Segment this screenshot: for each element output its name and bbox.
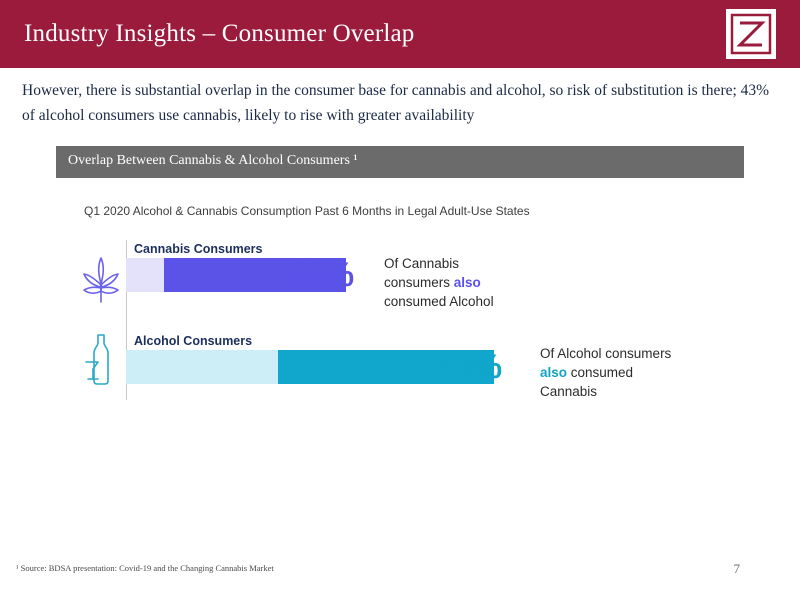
page-number: 7	[733, 561, 740, 576]
cannabis-leaf-icon	[78, 254, 124, 311]
bar-description-alcohol-line2-post: consumed	[567, 365, 634, 380]
slide-subtitle: However, there is substantial overlap in the consumer base for cannabis and alcohol, so risk of substitution is there; 43% of alcohol consumers use cannabis, likely to rise with greater availability	[22, 82, 770, 124]
bar-description-alcohol-line1: Of Alcohol consumers	[540, 346, 672, 361]
bar-description-cannabis-highlight: also	[453, 275, 481, 290]
bar-label-alcohol: Alcohol Consumers	[134, 334, 253, 348]
chart-title: Overlap Between Cannabis & Alcohol Consumers ¹	[68, 153, 358, 168]
bar-description-cannabis-line2-pre: consumers	[384, 275, 454, 290]
bar-description-cannabis	[384, 254, 494, 311]
bar-value-alcohol: 43%	[434, 348, 503, 386]
company-logo	[726, 9, 776, 59]
bar-description-cannabis-line3: consumed Alcohol	[384, 294, 494, 309]
bar-description-alcohol	[540, 344, 671, 401]
bar-description-cannabis-line2	[384, 273, 494, 292]
bar-description-alcohol-line3: Cannabis	[540, 384, 598, 399]
bar-description-alcohol-highlight: also	[540, 365, 568, 380]
chart-subtitle: Q1 2020 Alcohol & Cannabis Consumption Past 6 Months in Legal Adult-Use States	[84, 204, 530, 218]
page-title: Industry Insights – Consumer Overlap	[24, 20, 415, 47]
source-footnote: ¹ Source: BDSA presentation: Covid-19 and the Changing Cannabis Market	[16, 563, 274, 573]
bar-label-cannabis: Cannabis Consumers	[134, 242, 263, 256]
bar-value-cannabis: 68%	[286, 256, 355, 294]
bar-description-cannabis-line1: Of Cannabis	[384, 256, 460, 271]
bottle-glass-icon	[82, 332, 122, 393]
bar-description-alcohol-line2	[540, 363, 671, 382]
chart-exhibit	[56, 146, 744, 518]
